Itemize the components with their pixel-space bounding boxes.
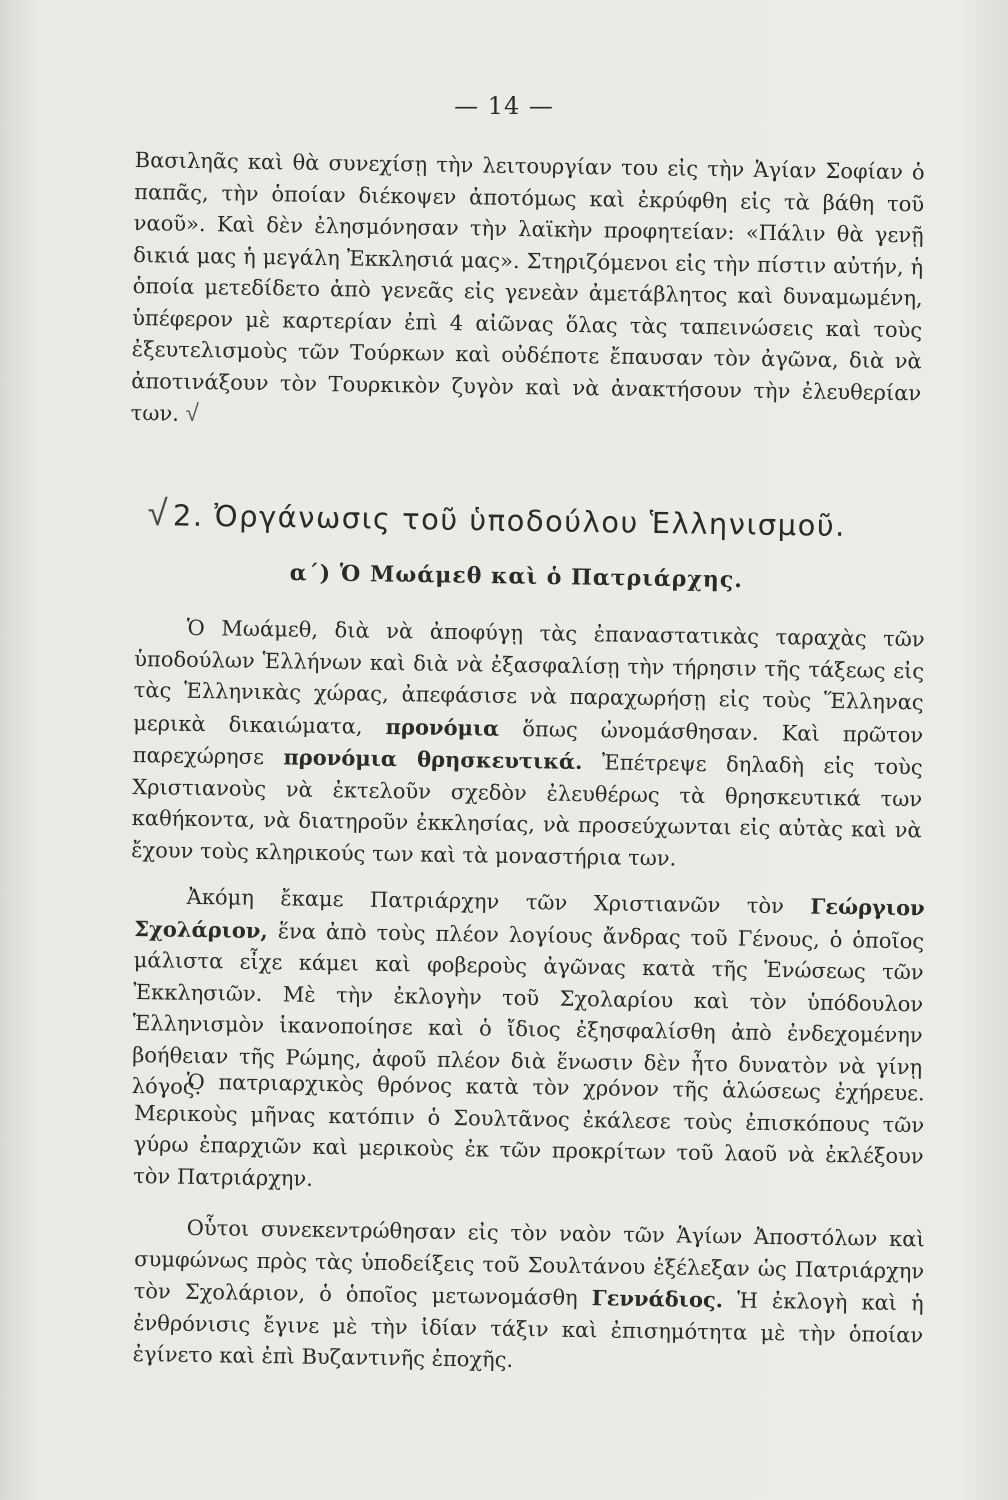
paragraph-text: Ὁ Μωάμεθ, διὰ νὰ ἀποφύγῃ τὰς ἐπαναστατικὰς ταραχὰς τῶν ὑποδούλων Ἑλλήνων καὶ διὰ νὰ ἐξασφαλίσῃ τὴν τήρησιν τῆς τάξεως εἰς τὰς Ἑλληνικὰς χώρας, ἀπεφάσισε νὰ παραχωρήσῃ εἰς τοὺς Ἕλληνας μερικὰ δικαιώματα, [133, 615, 925, 739]
paragraph-text: Ἡ ἐκλογὴ καὶ ἡ ἐνθρόνισις ἔγινε μὲ τὴν ἰδίαν τάξιν καὶ ἐπισημότητα μὲ τὴν ὁποίαν ἐγίνετο καὶ ἐπὶ Βυζαντινῆς ἐποχῆς. [132, 1288, 924, 1372]
paragraph-text: Ἀκόμη ἔκαμε Πατριάρχην τῶν Χριστιανῶν τὸν [186, 884, 785, 919]
bold-term: Γεώργιον Σχολάριον, [134, 893, 925, 943]
bold-term: προνόμια [385, 713, 500, 741]
paragraph-privileges [131, 612, 925, 878]
paragraph-text: ἕνα ἀπὸ τοὺς πλέον λογίους ἄνδρας τοῦ Γένους, ὁ ὁποῖος μάλιστα εἶχε κάμει καὶ φοβεροὺς ἀγῶνας κατὰ τῆς Ἑνώσεως τῶν Ἐκκλησιῶν. Μὲ τὴν ἐκλογὴν τοῦ Σχολαρίου καὶ τὸν ὑπόδουλον Ἑλληνισμὸν ἱκανοποίησε καὶ ὁ ἴδιος ἐξησφαλίσθη ἀπὸ ἐνδεχομένην βοήθειαν τῆς Ρώμης, ἀφοῦ πλέον διὰ ἕνωσιν δὲν ἦτο δυνατὸν νὰ γίνῃ λόγος. [131, 918, 925, 1100]
paragraph-text: Ὁ πατριαρχικὸς θρόνος κατὰ τὸν χρόνον τῆς ἁλώσεως ἐχήρευε. Μερικοὺς μῆνας κατόπιν ὁ Σουλτᾶνος ἐκάλεσε τοὺς ἐπισκόπους τῶν γύρω ἐπαρχιῶν καὶ μερικοὺς ἐκ τῶν προκρίτων τοῦ λαοῦ νὰ ἐκλέξουν τὸν Πατριάρχην. [133, 1069, 925, 1191]
paragraph-text: Ἐπέτρεψε δηλαδὴ εἰς τοὺς Χριστιανοὺς νὰ ἐκτελοῦν σχεδὸν ἐλευθέρως τὰ θρησκευτικά των καθήκοντα, νὰ διατηροῦν ἐκκλησίας, νὰ προσεύχωνται εἰς αὐτὰς καὶ νὰ ἔχουν τοὺς κληρικούς των καὶ τὰ μοναστήρια των. [131, 750, 923, 871]
paragraph-text: ὅπως ὠνομάσθησαν. Καὶ πρῶτον παρεχώρησε [132, 716, 924, 770]
section-title: 2. Ὀργάνωσις τοῦ ὑποδούλου Ἑλληνισμοῦ. [172, 498, 847, 543]
section-heading [147, 492, 846, 545]
paragraph-throne [133, 1066, 925, 1204]
paragraph-election [133, 1212, 925, 1383]
intro-paragraph-text: Βασιληᾶς καὶ θὰ συνεχίσῃ τὴν λειτουργίαν του εἰς τὴν Ἁγίαν Σοφίαν ὁ παπᾶς, τὴν ὁποίαν διέκοψεν ἀποτόμως καὶ ἐκρύφθη εἰς τὰ βάθη τοῦ ναοῦ». Καὶ δὲν ἐλησμόνησαν τὴν λαϊκὴν προφητείαν: «Πάλιν θὰ γενῇ δικιά μας ἡ μεγάλη Ἐκκλησιά μας». Στηριζόμενοι εἰς τὴν πίστιν αὐτήν, ἡ ὁποία μετεδίδετο ἀπὸ γενεᾶς εἰς γενεὰν ἀμετάβλητος καὶ δυναμωμένη, ὑπέφερον μὲ καρτερίαν ἐπὶ 4 αἰῶνας ὅλας τὰς ταπεινώσεις καὶ τοὺς ἐξευτελισμοὺς τῶν Τούρκων καὶ οὐδέποτε ἔπαυσαν τὸν ἀγῶνα, διὰ νὰ ἀποτινάξουν τὸν Τουρκικὸν ζυγὸν καὶ νὰ ἀνακτήσουν τὴν ἐλευθερίαν των. [130, 147, 925, 426]
subsection-title: α΄) Ὁ Μωάμεθ καὶ ὁ Πατριάρχης. [289, 560, 744, 594]
page-number: — 14 — [454, 92, 554, 120]
check-mark-icon: √ [147, 492, 170, 535]
bold-term: προνόμια θρησκευτικά. [283, 744, 583, 775]
bold-term: Γεννάδιος. [591, 1285, 724, 1313]
intro-paragraph [131, 145, 925, 442]
check-mark-icon: √ [185, 398, 200, 428]
paragraph-text: Οὗτοι συνεκεντρώθησαν εἰς τὸν ναὸν τῶν Ἁγίων Ἀποστόλων καὶ συμφώνως πρὸς τὰς ὑποδείξεις τοῦ Σουλτάνου ἐξέλεξαν ὡς Πατριάρχην τὸν Σχολάριον, ὁ ὁποῖος μετωνομάσθη [133, 1215, 925, 1310]
